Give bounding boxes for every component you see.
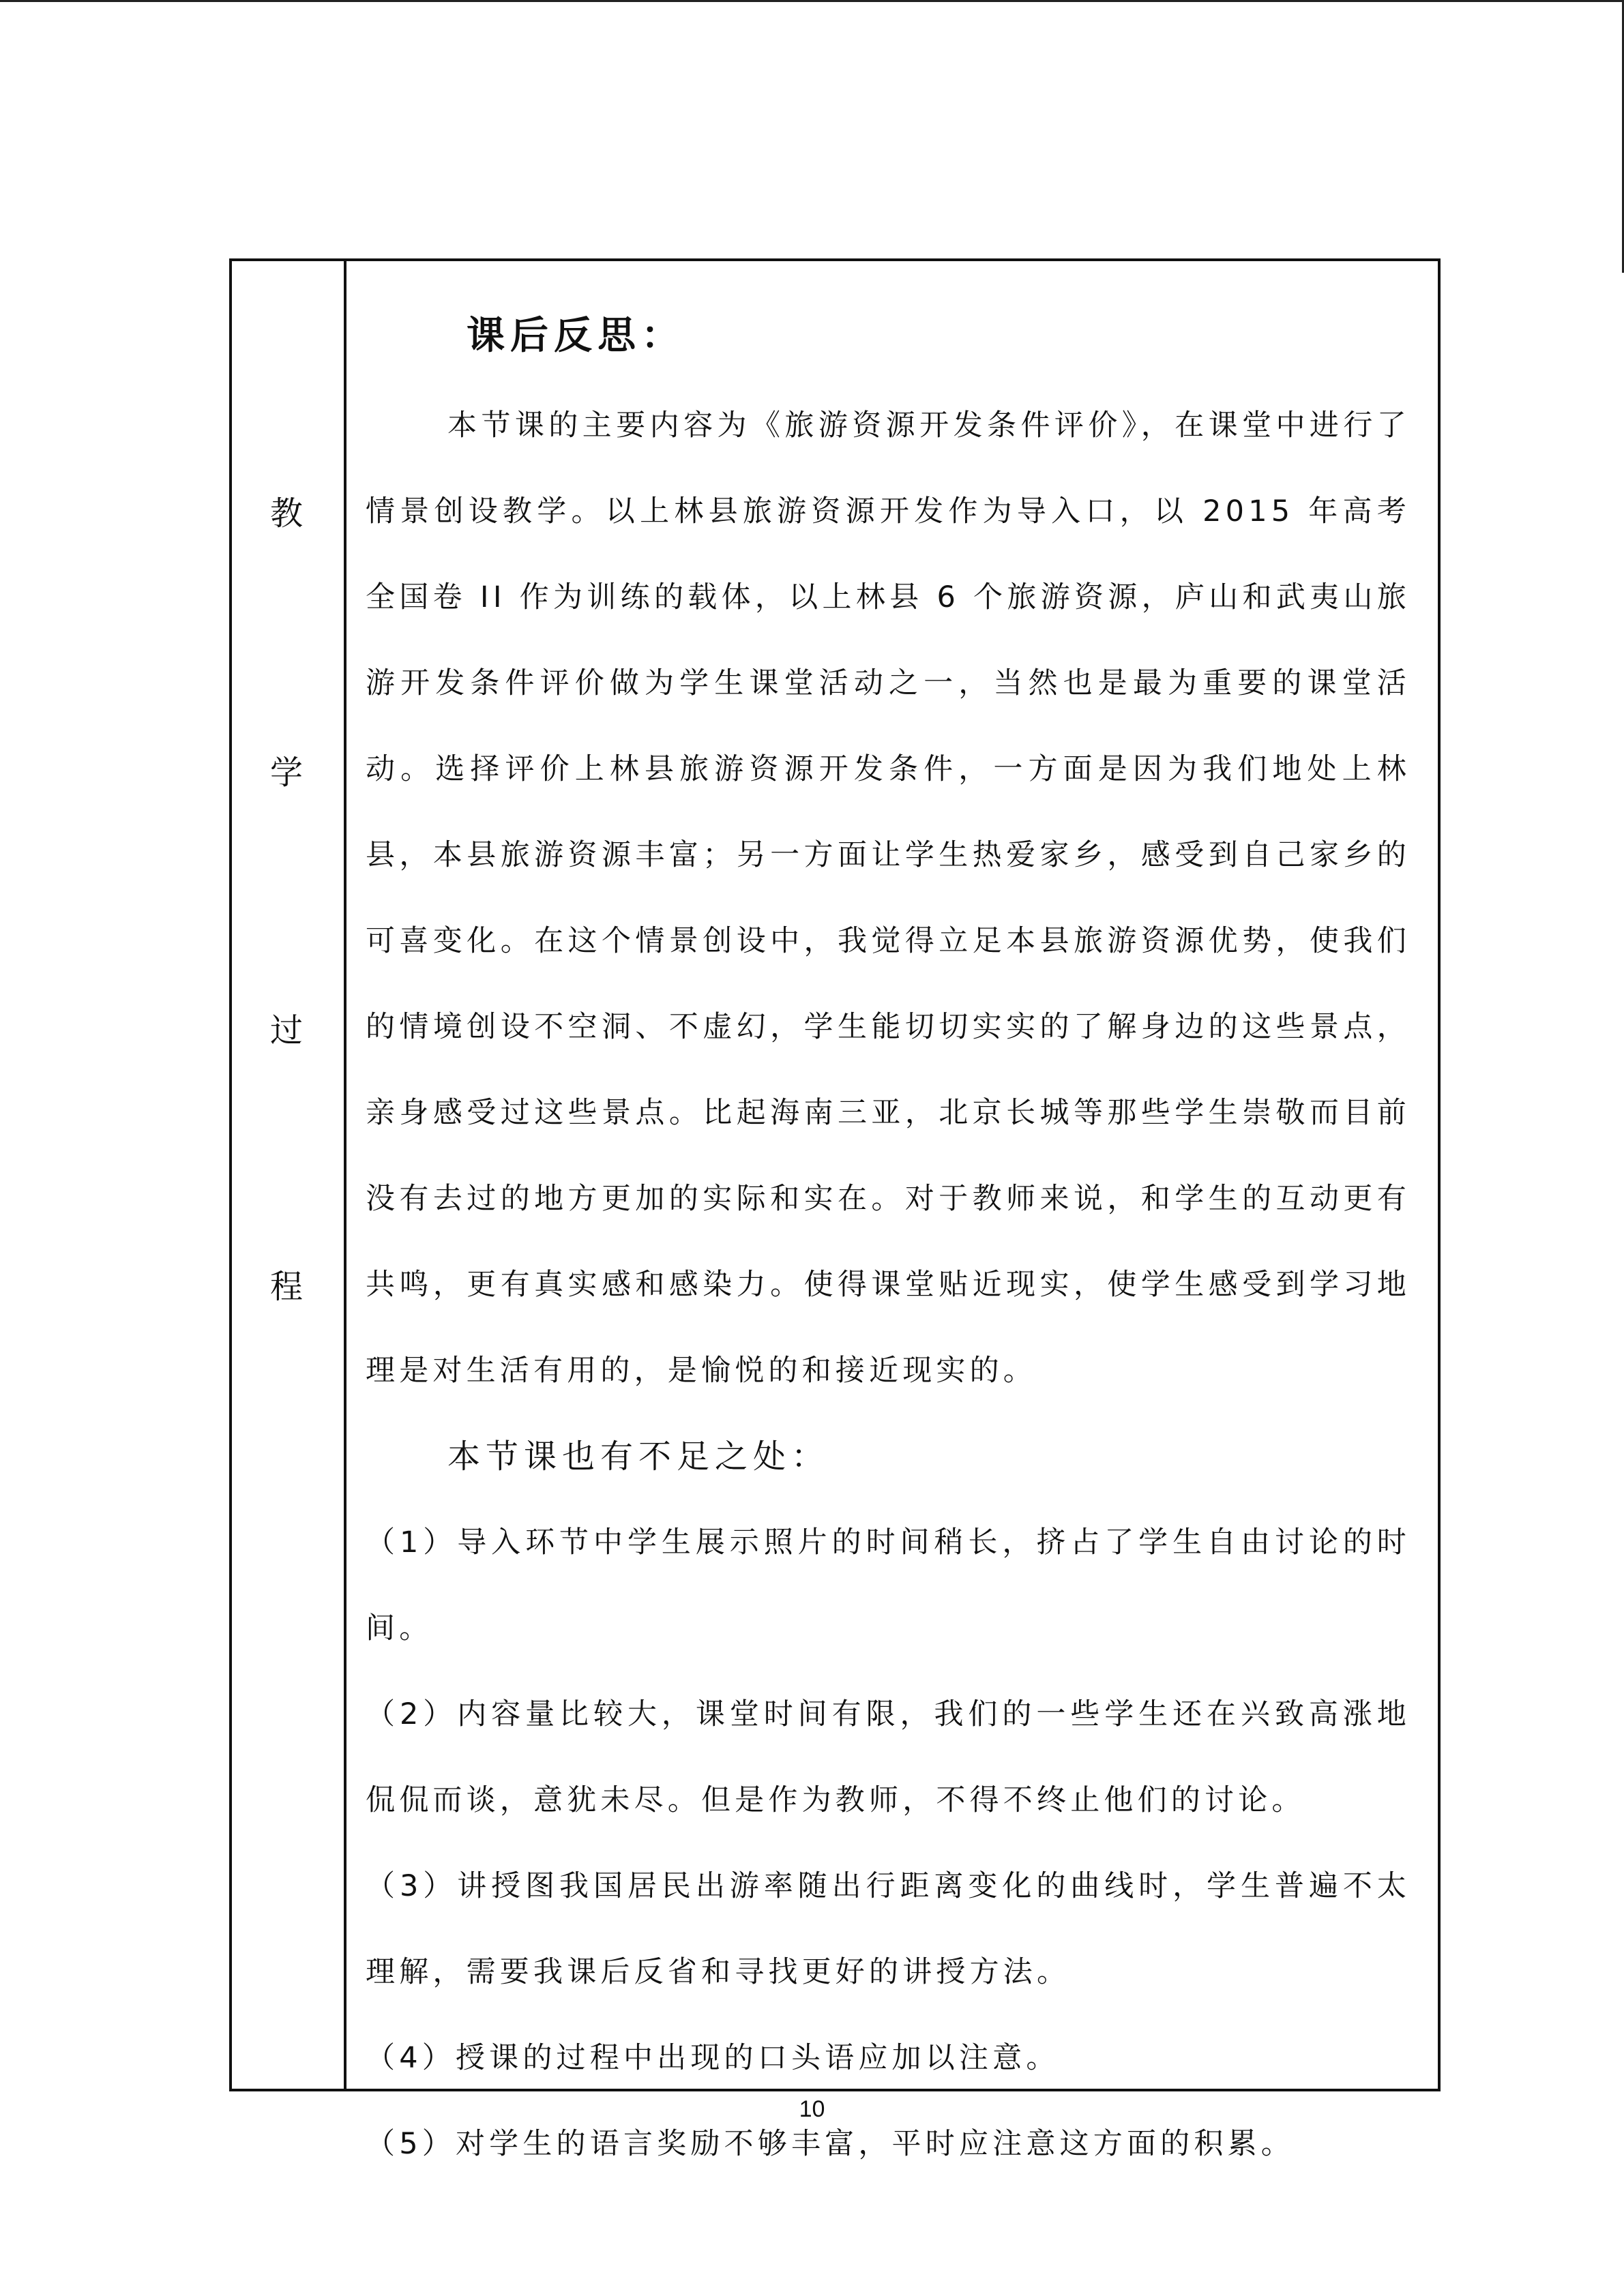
section-label-char-4: 程 <box>269 1268 303 1306</box>
reflection-paragraph: 本节课的主要内容为《旅游资源开发条件评价》，在课堂中进行了情景创设教学。以上林县旅游资源开发作为导入口，以 2015 年高考全国卷 II 作为训练的载体，以上林县 6 个旅游资源，庐山和武夷山旅游开发条件评价做为学生课堂活动之一，当然也是最为重要的课堂活动。选择评价上林县旅游资源开发条件，一方面是因为我们地处上林县，本县旅游资源丰富；另一方面让学生热爱家乡，感受到自己家乡的可喜变化。在这个情景创设中，我觉得立足本县旅游资源优势，使我们的情境创设不空洞、不虚幻，学生能切切实实的了解身边的这些景点，亲身感受过这些景点。比起海南三亚，北京长城等那些学生崇敬而目前没有去过的地方更加的实际和实在。对于教师来说，和学生的互动更有共鸣，更有真实感和感染力。使得课堂贴近现实，使学生感受到学习地理是对生活有用的，是愉悦的和接近现实的。 <box>366 408 1411 1388</box>
section-label-char-1: 教 <box>269 494 303 533</box>
shortcoming-item-2: （2）内容量比较大，课堂时间有限，我们的一些学生还在兴致高涨地侃侃而谈，意犹未尽。但是作为教师，不得不终止他们的讨论。 <box>366 1697 1411 1817</box>
reflection-heading: 课后反思： <box>467 314 685 358</box>
shortcoming-item-4: （4）授课的过程中出现的口头语应加以注意。 <box>366 2041 1060 2075</box>
section-label-column <box>232 261 346 2089</box>
page-number: 10 <box>799 2096 825 2122</box>
shortcoming-item-3: （3）讲授图我国居民出游率随出行距离变化的曲线时，学生普遍不太理解，需要我课后反省和寻找更好的讲授方法。 <box>366 1869 1411 1989</box>
section-label-char-3: 过 <box>269 1011 303 1049</box>
shortcoming-item-5: （5）对学生的语言奖励不够丰富，平时应注意这方面的积累。 <box>366 2127 1295 2161</box>
section-label-char-2: 学 <box>269 754 303 792</box>
shortcomings-list <box>366 1500 1411 2187</box>
shortcomings-heading: 本节课也有不足之处： <box>447 1437 830 1476</box>
shortcoming-item-1: （1）导入环节中学生展示照片的时间稍长，挤占了学生自由讨论的时间。 <box>366 1525 1411 1645</box>
page-top-border <box>0 0 1624 2</box>
